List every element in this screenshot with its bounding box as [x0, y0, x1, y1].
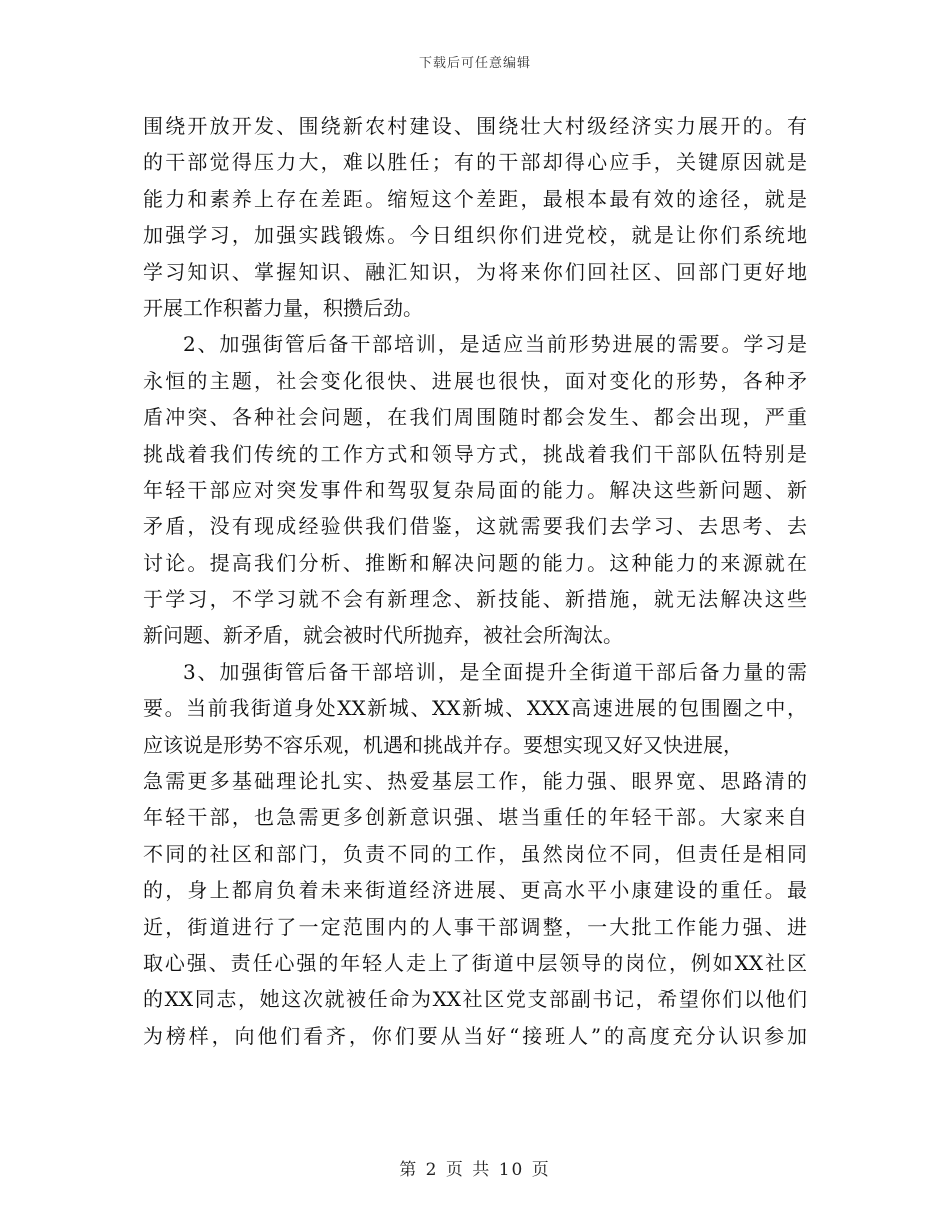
text-line [143, 727, 807, 763]
text-line [143, 108, 807, 144]
text-line-content: 近，街道进行了一定范围内的人事干部调整，一大批工作能力强、进 [143, 914, 807, 939]
text-line [143, 981, 807, 1017]
text-line-content: 的，身上都肩负着未来街道经济进展、更高水平小康建设的重任。最 [143, 878, 807, 903]
text-line-content: 取心强、责任心强的年轻人走上了街道中层领导的岗位，例如XX社区 [143, 950, 807, 975]
text-line [143, 254, 807, 290]
text-line-content: 讨论。提高我们分析、推断和解决问题的能力。这种能力的来源就在 [143, 550, 807, 575]
text-line [143, 799, 807, 835]
text-line [143, 581, 807, 617]
page-number: 第 2 页 共 10 页 [399, 1160, 551, 1180]
text-line-content: 不同的社区和部门，负责不同的工作，虽然岗位不同，但责任是相同 [143, 841, 807, 866]
text-line [143, 144, 807, 180]
text-line [143, 399, 807, 435]
text-line [143, 836, 807, 872]
text-line-content: 盾冲突、各种社会问题，在我们周围随时都会发生、都会出现，严重 [143, 405, 807, 430]
text-line [143, 909, 807, 945]
text-line [143, 945, 807, 981]
text-line [143, 217, 807, 253]
page-header: 下载后可任意编辑 [418, 56, 531, 71]
text-line-content: 永恒的主题，社会变化很快、进展也很快，面对变化的形势，各种矛 [143, 368, 807, 393]
text-line [143, 545, 807, 581]
text-line [143, 763, 807, 799]
text-line [143, 654, 807, 690]
text-line [143, 290, 807, 326]
text-line [143, 1018, 807, 1054]
text-line-content: 矛盾，没有现成经验供我们借鉴，这就需要我们去学习、去思考、去 [143, 514, 807, 539]
text-line [143, 363, 807, 399]
text-line [143, 872, 807, 908]
text-line [143, 326, 807, 362]
text-line [143, 617, 807, 653]
text-line-content: 加强学习，加强实践锻炼。今日组织你们进党校，就是让你们系统地 [143, 223, 807, 248]
text-line-content: 新问题、新矛盾，就会被时代所抛弃，被社会所淘汰。 [143, 623, 623, 648]
text-line-content: 挑战着我们传统的工作方式和领导方式，挑战着我们干部队伍特别是 [143, 441, 807, 466]
text-line [143, 508, 807, 544]
text-line-content: 年轻干部，也急需更多创新意识强、堪当重任的年轻干部。大家来自 [143, 805, 807, 830]
text-line-content: 的干部觉得压力大，难以胜任；有的干部却得心应手，关键原因就是 [143, 150, 807, 175]
text-line-content: 年轻干部应对突发事件和驾驭复杂局面的能力。解决这些新问题、新 [143, 477, 807, 502]
text-line [143, 472, 807, 508]
text-line-content: 应该说是形势不容乐观，机遇和挑战并存。要想实现又好又快进展， [143, 732, 743, 757]
text-line-content: 急需更多基础理论扎实、热爱基层工作，能力强、眼界宽、思路清的 [143, 769, 807, 794]
text-line [143, 690, 807, 726]
text-line-content: 的XX同志，她这次就被任命为XX社区党支部副书记，希望你们以他们 [143, 987, 807, 1012]
text-line-content: 2、加强街管后备干部培训，是适应当前形势进展的需要。学习是 [183, 332, 807, 357]
text-line-content: 3、加强街管后备干部培训，是全面提升全街道干部后备力量的需 [183, 659, 807, 684]
text-line [143, 436, 807, 472]
text-line-content: 开展工作积蓄力量，积攒后劲。 [143, 295, 423, 320]
text-line-content: 为榜样，向他们看齐，你们要从当好“接班人”的高度充分认识参加 [143, 1023, 807, 1048]
text-line-content: 于学习，不学习就不会有新理念、新技能、新措施，就无法解决这些 [143, 587, 807, 612]
text-line-content: 要。当前我街道身处XX新城、XX新城、XXX高速进展的包围圈之中， [143, 696, 807, 721]
text-line [143, 181, 807, 217]
text-line-content: 围绕开放开发、围绕新农村建设、围绕壮大村级经济实力展开的。有 [143, 114, 807, 138]
text-line-content: 学习知识、掌握知识、融汇知识，为将来你们回社区、回部门更好地 [143, 259, 807, 284]
text-line-content: 能力和素养上存在差距。缩短这个差距，最根本最有效的途径，就是 [143, 186, 807, 211]
document-body [143, 108, 807, 1054]
